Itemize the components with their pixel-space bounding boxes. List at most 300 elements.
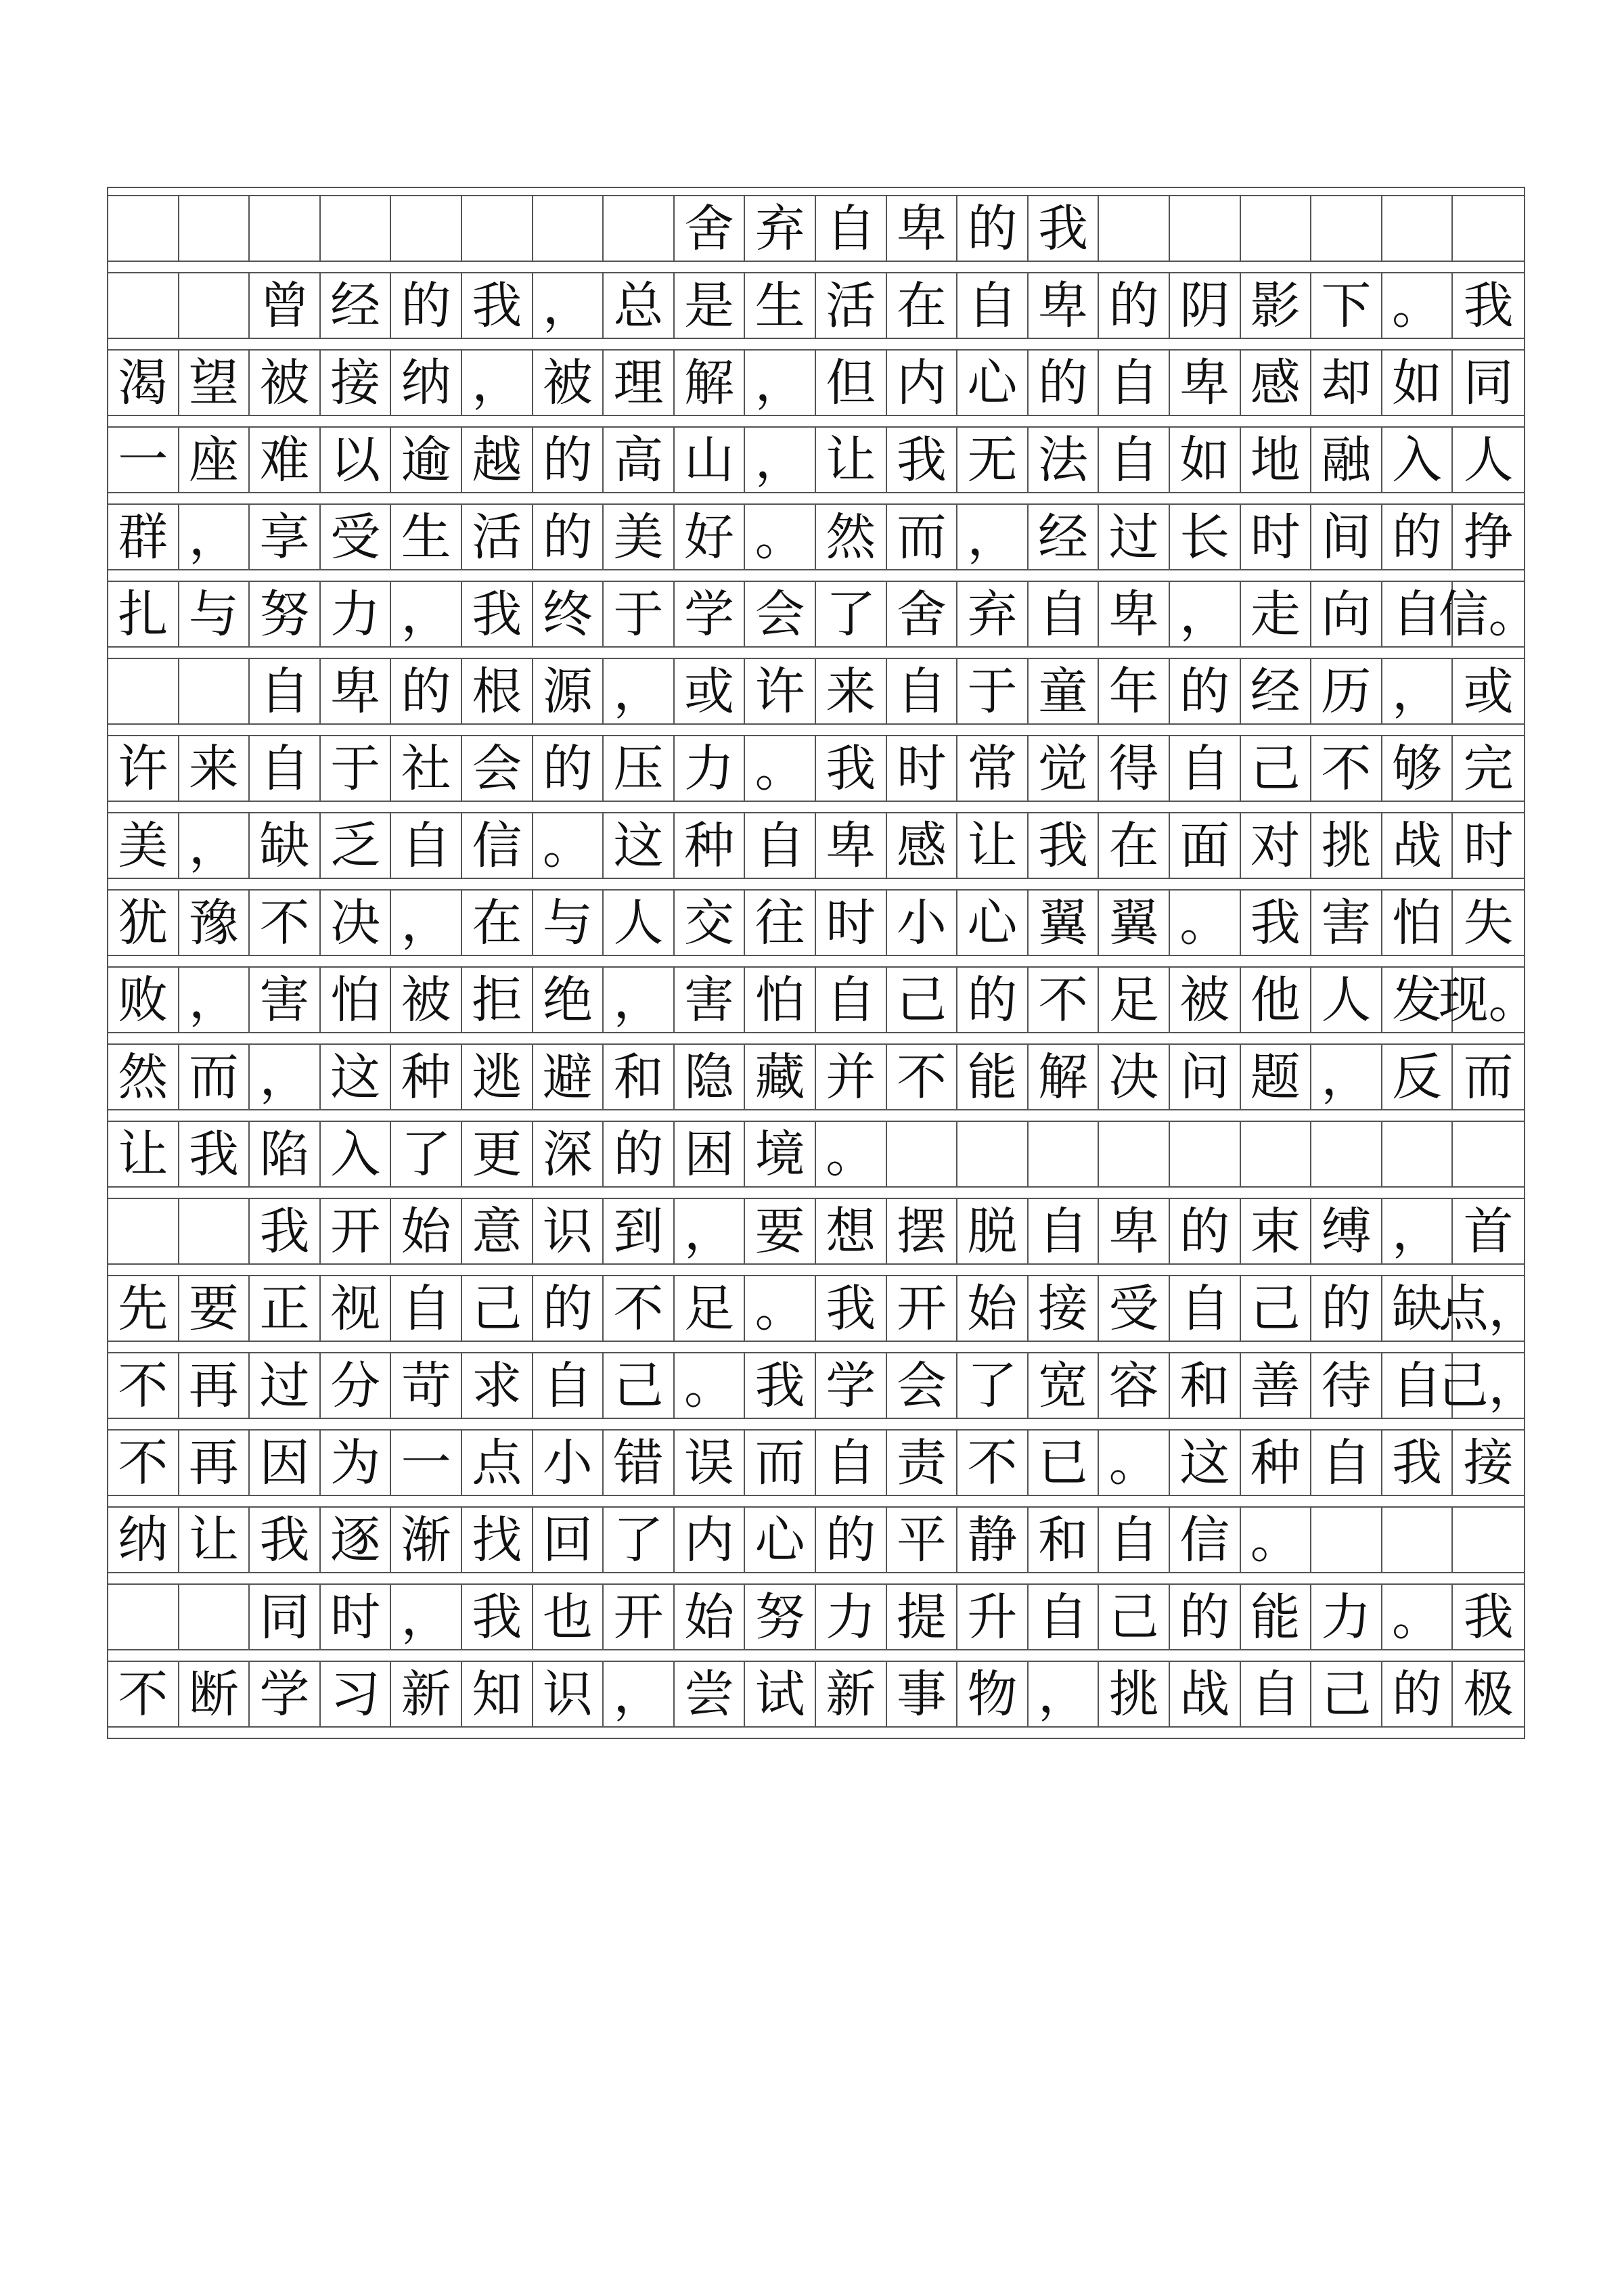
row-gap bbox=[107, 1728, 1525, 1739]
grid-cell: 自 bbox=[1170, 1276, 1241, 1341]
grid-cell: 自 bbox=[816, 1431, 887, 1495]
grid-cell: 己 bbox=[462, 1276, 533, 1341]
grid-cell: 足 bbox=[1099, 968, 1170, 1032]
grid-cell: 心 bbox=[745, 1508, 816, 1572]
grid-cell: 扎 bbox=[108, 582, 179, 646]
grid-cell: 的 bbox=[1170, 1199, 1241, 1263]
grid-cell bbox=[1099, 1122, 1170, 1186]
grid-cell: ， bbox=[179, 813, 250, 878]
grid-cell: 到 bbox=[604, 1199, 675, 1263]
grid-cell: 然 bbox=[816, 505, 887, 569]
grid-cell: 摆 bbox=[887, 1199, 958, 1263]
grid-cell: 自 bbox=[391, 813, 462, 878]
grid-cell: 逐 bbox=[321, 1508, 392, 1572]
grid-cell: 的 bbox=[957, 968, 1029, 1032]
grid-cell bbox=[1453, 1508, 1524, 1572]
grid-row bbox=[107, 968, 1539, 1033]
grid-cell: 我 bbox=[1029, 813, 1100, 878]
grid-cell: 解 bbox=[1029, 1045, 1100, 1109]
grid-cell: 怕 bbox=[1382, 891, 1453, 955]
grid-cell: 静 bbox=[957, 1508, 1029, 1572]
grid-cell: 和 bbox=[604, 1045, 675, 1109]
grid-cell bbox=[391, 196, 462, 261]
grid-cell: 更 bbox=[462, 1122, 533, 1186]
grid-cell bbox=[179, 273, 250, 338]
grid-cell: 他 bbox=[1241, 968, 1312, 1032]
grid-cell: 己 bbox=[1241, 736, 1312, 801]
grid-cell: 的 bbox=[391, 273, 462, 338]
grid-cell: 学 bbox=[675, 582, 746, 646]
grid-cell: 我 bbox=[816, 1276, 887, 1341]
grid-cell: 的 bbox=[604, 1122, 675, 1186]
grid-cell: 社 bbox=[391, 736, 462, 801]
grid-cell: 内 bbox=[675, 1508, 746, 1572]
grid-cell bbox=[1453, 1122, 1524, 1186]
grid-cell: 挣 bbox=[1463, 508, 1514, 566]
grid-cell bbox=[108, 273, 179, 338]
grid-cell: ， bbox=[604, 968, 675, 1032]
grid-cell: 理 bbox=[604, 351, 675, 415]
grid-cell: 学 bbox=[816, 1353, 887, 1418]
grid-cell: 信。 bbox=[1438, 585, 1539, 644]
grid-cell: 境 bbox=[745, 1122, 816, 1186]
grid-cell: 或 bbox=[675, 659, 746, 723]
grid-cell: 心 bbox=[957, 351, 1029, 415]
grid-row bbox=[107, 736, 1525, 802]
grid-cell: 但 bbox=[816, 351, 887, 415]
grid-cell: 我 bbox=[462, 273, 533, 338]
grid-cell: 。 bbox=[745, 1276, 816, 1341]
grid-cell: 自 bbox=[533, 1353, 604, 1418]
grid-cell: 舍 bbox=[887, 582, 958, 646]
grid-cell: 努 bbox=[745, 1585, 816, 1649]
grid-cell: 法 bbox=[1029, 428, 1100, 492]
grid-cell: 我 bbox=[462, 1585, 533, 1649]
grid-cell: 能 bbox=[1241, 1585, 1312, 1649]
grid-cell: 好 bbox=[675, 505, 746, 569]
grid-cell: 点 bbox=[462, 1431, 533, 1495]
grid-row bbox=[107, 351, 1525, 416]
grid-cell: 山 bbox=[675, 428, 746, 492]
grid-cell: 的 bbox=[957, 196, 1029, 261]
grid-cell: 缺 bbox=[250, 813, 321, 878]
grid-cell: 解 bbox=[675, 351, 746, 415]
row-gap bbox=[107, 493, 1525, 505]
grid-cell: 物 bbox=[957, 1662, 1029, 1726]
grid-cell: 己 bbox=[604, 1353, 675, 1418]
grid-cell: ， bbox=[1170, 582, 1241, 646]
grid-cell: 童 bbox=[1029, 659, 1100, 723]
grid-cell: 。 bbox=[816, 1122, 887, 1186]
grid-cell: 难 bbox=[250, 428, 321, 492]
grid-cell: 的 bbox=[1170, 659, 1241, 723]
grid-cell: 的 bbox=[533, 1276, 604, 1341]
grid-cell: 找 bbox=[462, 1508, 533, 1572]
grid-cell: ， bbox=[745, 428, 816, 492]
grid-cell: 想 bbox=[816, 1199, 887, 1263]
grid-cell: 深 bbox=[533, 1122, 604, 1186]
grid-cell: 时 bbox=[1463, 816, 1514, 875]
grid-cell: 新 bbox=[816, 1662, 887, 1726]
grid-cell: 误 bbox=[675, 1431, 746, 1495]
grid-cell: 这 bbox=[604, 813, 675, 878]
row-gap bbox=[107, 1650, 1525, 1662]
grid-cell: 座 bbox=[179, 428, 250, 492]
grid-cell: 卑 bbox=[816, 813, 887, 878]
grid-cell: 乏 bbox=[321, 813, 392, 878]
grid-cell: 的 bbox=[1029, 351, 1100, 415]
grid-cell: 开 bbox=[321, 1199, 392, 1263]
grid-cell: 自 bbox=[1099, 1508, 1170, 1572]
grid-cell bbox=[533, 196, 604, 261]
grid-cell: 以 bbox=[321, 428, 392, 492]
grid-cell: 始 bbox=[391, 1199, 462, 1263]
grid-rows bbox=[107, 196, 1539, 1739]
grid-cell: 下 bbox=[1311, 273, 1382, 338]
grid-cell: 的 bbox=[1382, 505, 1453, 569]
grid-cell: 隐 bbox=[675, 1045, 746, 1109]
grid-cell: 许 bbox=[745, 659, 816, 723]
grid-cell: 小 bbox=[533, 1431, 604, 1495]
grid-cell: 再 bbox=[179, 1353, 250, 1418]
grid-cell: 能 bbox=[957, 1045, 1029, 1109]
grid-cell: 如 bbox=[1382, 351, 1453, 415]
grid-cell: 或 bbox=[1463, 662, 1514, 721]
grid-cell: 的 bbox=[533, 428, 604, 492]
grid-cell: ， bbox=[462, 351, 533, 415]
grid-cell: 自 bbox=[1382, 582, 1453, 646]
grid-cell: 一 bbox=[391, 1431, 462, 1495]
grid-cell: 绝 bbox=[533, 968, 604, 1032]
grid-cell: ， bbox=[391, 582, 462, 646]
grid-row bbox=[107, 813, 1525, 879]
grid-cell: 和 bbox=[1170, 1353, 1241, 1418]
grid-cell: 过 bbox=[250, 1353, 321, 1418]
grid-cell: 努 bbox=[250, 582, 321, 646]
grid-row bbox=[107, 1585, 1525, 1650]
grid-cell: 识 bbox=[533, 1199, 604, 1263]
grid-cell: 够 bbox=[1382, 736, 1453, 801]
grid-cell: 时 bbox=[887, 736, 958, 801]
grid-cell: 地 bbox=[1241, 428, 1312, 492]
grid-cell: 自 bbox=[1382, 1353, 1453, 1418]
grid-cell: 因 bbox=[250, 1431, 321, 1495]
grid-cell: 再 bbox=[179, 1431, 250, 1495]
grid-cell: 的 bbox=[1311, 1276, 1382, 1341]
grid-cell: 不 bbox=[250, 891, 321, 955]
grid-cell: 种 bbox=[675, 813, 746, 878]
grid-cell: 己 bbox=[1241, 1276, 1312, 1341]
row-gap bbox=[107, 956, 1525, 968]
grid-cell: 我 bbox=[1029, 196, 1100, 261]
grid-cell: 得 bbox=[1099, 736, 1170, 801]
grid-cell: 于 bbox=[321, 736, 392, 801]
grid-cell: 为 bbox=[321, 1431, 392, 1495]
grid-cell: 害 bbox=[675, 968, 746, 1032]
grid-cell: 而 bbox=[179, 1045, 250, 1109]
grid-cell: 尝 bbox=[675, 1662, 746, 1726]
grid-cell: 被 bbox=[533, 351, 604, 415]
grid-cell: 弃 bbox=[745, 196, 816, 261]
grid-cell: 我 bbox=[887, 428, 958, 492]
grid-cell: 这 bbox=[1170, 1431, 1241, 1495]
grid-cell: 弃 bbox=[957, 582, 1029, 646]
grid-cell bbox=[1382, 1508, 1453, 1572]
grid-cell: 让 bbox=[816, 428, 887, 492]
grid-cell bbox=[887, 1122, 958, 1186]
grid-cell: 不 bbox=[887, 1045, 958, 1109]
grid-cell: 失 bbox=[1463, 893, 1514, 952]
row-gap bbox=[107, 1188, 1525, 1199]
grid-cell: 渐 bbox=[391, 1508, 462, 1572]
grid-cell bbox=[1453, 196, 1524, 261]
grid-cell: 自 bbox=[1311, 1431, 1382, 1495]
grid-cell: 种 bbox=[1241, 1431, 1312, 1495]
grid-cell: ， bbox=[391, 1585, 462, 1649]
grid-cell: ， bbox=[745, 351, 816, 415]
grid-cell: 不 bbox=[1311, 736, 1382, 801]
grid-cell: 束 bbox=[1241, 1199, 1312, 1263]
grid-cell: 来 bbox=[816, 659, 887, 723]
grid-cell: 我 bbox=[1463, 276, 1514, 335]
grid-cell: 回 bbox=[533, 1508, 604, 1572]
grid-cell: 先 bbox=[108, 1276, 179, 1341]
grid-cell bbox=[108, 1585, 179, 1649]
grid-row bbox=[107, 1662, 1525, 1728]
grid-cell: 不 bbox=[604, 1276, 675, 1341]
grid-cell: 终 bbox=[533, 582, 604, 646]
grid-cell: 面 bbox=[1170, 813, 1241, 878]
grid-cell: 怕 bbox=[321, 968, 392, 1032]
grid-cell: 而 bbox=[745, 1431, 816, 1495]
grid-cell: 对 bbox=[1241, 813, 1312, 878]
grid-cell: 自 bbox=[1029, 1585, 1100, 1649]
grid-cell: 卑 bbox=[1170, 351, 1241, 415]
grid-row bbox=[107, 505, 1525, 570]
grid-cell: 足 bbox=[675, 1276, 746, 1341]
grid-cell: 分 bbox=[321, 1353, 392, 1418]
grid-cell: 被 bbox=[1170, 968, 1241, 1032]
grid-cell: 觉 bbox=[1029, 736, 1100, 801]
grid-cell: 总 bbox=[604, 273, 675, 338]
grid-cell: 容 bbox=[1099, 1353, 1170, 1418]
row-gap bbox=[107, 1496, 1525, 1508]
grid-cell: 纳 bbox=[108, 1508, 179, 1572]
grid-cell: 压 bbox=[604, 736, 675, 801]
grid-cell: 翼 bbox=[1099, 891, 1170, 955]
grid-cell: 事 bbox=[887, 1662, 958, 1726]
grid-row bbox=[107, 582, 1539, 648]
grid-cell: 感 bbox=[887, 813, 958, 878]
grid-cell: 自 bbox=[745, 813, 816, 878]
grid-cell: ， bbox=[533, 273, 604, 338]
grid-cell: 始 bbox=[675, 1585, 746, 1649]
grid-cell bbox=[179, 1585, 250, 1649]
grid-cell: 让 bbox=[179, 1508, 250, 1572]
row-gap bbox=[107, 802, 1525, 813]
grid-cell: 经 bbox=[1241, 659, 1312, 723]
grid-cell: 责 bbox=[887, 1431, 958, 1495]
grid-cell: 阴 bbox=[1170, 273, 1241, 338]
grid-cell: ， bbox=[957, 505, 1029, 569]
grid-cell: 我 bbox=[816, 736, 887, 801]
grid-cell: 缺 bbox=[1382, 1276, 1453, 1341]
grid-cell: 入 bbox=[321, 1122, 392, 1186]
grid-cell: 自 bbox=[1029, 582, 1100, 646]
grid-cell: 。 bbox=[745, 505, 816, 569]
grid-cell: 接 bbox=[1029, 1276, 1100, 1341]
grid-cell: 的 bbox=[1099, 273, 1170, 338]
grid-cell: 我 bbox=[1463, 1588, 1514, 1646]
grid-cell: 与 bbox=[179, 582, 250, 646]
grid-cell: 卑 bbox=[1099, 582, 1170, 646]
grid-cell bbox=[1382, 196, 1453, 261]
grid-cell: 不 bbox=[108, 1353, 179, 1418]
grid-cell bbox=[1029, 1122, 1100, 1186]
grid-cell: 于 bbox=[604, 582, 675, 646]
grid-cell: 过 bbox=[1099, 505, 1170, 569]
grid-cell: 接 bbox=[321, 351, 392, 415]
grid-cell: 害 bbox=[250, 968, 321, 1032]
grid-cell: 影 bbox=[1241, 273, 1312, 338]
grid-cell: 向 bbox=[1311, 582, 1382, 646]
grid-cell: 小 bbox=[887, 891, 958, 955]
grid-cell: 信 bbox=[462, 813, 533, 878]
grid-cell: 自 bbox=[1170, 736, 1241, 801]
grid-cell: 常 bbox=[957, 736, 1029, 801]
grid-row bbox=[107, 1199, 1525, 1265]
grid-cell: 在 bbox=[462, 891, 533, 955]
grid-cell: 接 bbox=[1463, 1433, 1514, 1492]
grid-cell: 间 bbox=[1311, 505, 1382, 569]
grid-cell: 试 bbox=[745, 1662, 816, 1726]
grid-cell: 自 bbox=[1029, 1199, 1100, 1263]
grid-cell: 始 bbox=[957, 1276, 1029, 1341]
grid-cell: 了 bbox=[391, 1122, 462, 1186]
grid-cell: 活 bbox=[462, 505, 533, 569]
grid-cell bbox=[604, 196, 675, 261]
grid-cell: 。 bbox=[1170, 891, 1241, 955]
grid-cell: 发 bbox=[1382, 968, 1453, 1032]
grid-cell: 交 bbox=[675, 891, 746, 955]
grid-cell: 无 bbox=[957, 428, 1029, 492]
grid-cell: 自 bbox=[957, 273, 1029, 338]
grid-cell: 求 bbox=[462, 1353, 533, 1418]
grid-row bbox=[107, 273, 1525, 339]
grid-cell bbox=[1311, 1122, 1382, 1186]
grid-cell: 种 bbox=[391, 1045, 462, 1109]
grid-cell: 题 bbox=[1241, 1045, 1312, 1109]
grid-cell: 挑 bbox=[1099, 1662, 1170, 1726]
grid-cell: 决 bbox=[321, 891, 392, 955]
grid-cell: 望 bbox=[179, 351, 250, 415]
grid-cell: ， bbox=[604, 1662, 675, 1726]
grid-cell: 开 bbox=[887, 1276, 958, 1341]
grid-cell: 生 bbox=[745, 273, 816, 338]
grid-cell: 的 bbox=[1170, 1585, 1241, 1649]
grid-cell: 美 bbox=[108, 813, 179, 878]
grid-cell: 我 bbox=[250, 1508, 321, 1572]
grid-cell: 宽 bbox=[1029, 1353, 1100, 1418]
grid-cell: 卑 bbox=[1099, 1199, 1170, 1263]
grid-row bbox=[107, 659, 1525, 725]
grid-cell: 我 bbox=[179, 1122, 250, 1186]
row-gap bbox=[107, 1265, 1525, 1276]
grid-cell: 会 bbox=[462, 736, 533, 801]
grid-cell: 自 bbox=[816, 196, 887, 261]
grid-cell: 。 bbox=[745, 736, 816, 801]
grid-cell: 融 bbox=[1311, 428, 1382, 492]
grid-cell: 的 bbox=[816, 1508, 887, 1572]
grid-cell: 问 bbox=[1170, 1045, 1241, 1109]
row-gap bbox=[107, 416, 1525, 428]
grid-cell: 我 bbox=[745, 1353, 816, 1418]
grid-cell bbox=[179, 1199, 250, 1263]
grid-cell: 自 bbox=[1099, 351, 1170, 415]
grid-cell: 同 bbox=[1463, 353, 1514, 412]
grid-cell: 的 bbox=[1382, 1662, 1453, 1726]
grid-cell bbox=[179, 659, 250, 723]
grid-cell: 自 bbox=[816, 968, 887, 1032]
grid-cell: ， bbox=[604, 659, 675, 723]
grid-cell: 败 bbox=[108, 968, 179, 1032]
grid-cell: 自 bbox=[250, 736, 321, 801]
grid-cell: 于 bbox=[957, 659, 1029, 723]
grid-row bbox=[107, 1431, 1525, 1496]
grid-cell: 然 bbox=[108, 1045, 179, 1109]
grid-cell: 提 bbox=[887, 1585, 958, 1649]
grid-cell: 学 bbox=[250, 1662, 321, 1726]
grid-cell: 的 bbox=[533, 505, 604, 569]
grid-cell: 力 bbox=[1311, 1585, 1382, 1649]
grid-cell: 信 bbox=[1170, 1508, 1241, 1572]
grid-cell: 苛 bbox=[391, 1353, 462, 1418]
grid-cell: 会 bbox=[887, 1353, 958, 1418]
grid-cell: 力 bbox=[675, 736, 746, 801]
grid-cell: 。 bbox=[1382, 273, 1453, 338]
grid-cell: 与 bbox=[533, 891, 604, 955]
grid-cell: 感 bbox=[1241, 351, 1312, 415]
grid-cell: 卑 bbox=[1029, 273, 1100, 338]
grid-cell: 在 bbox=[1099, 813, 1170, 878]
grid-cell: 让 bbox=[957, 813, 1029, 878]
grid-cell: 点， bbox=[1438, 1279, 1539, 1338]
grid-cell: 源 bbox=[533, 659, 604, 723]
grid-cell: 我 bbox=[1241, 891, 1312, 955]
grid-cell: 逃 bbox=[462, 1045, 533, 1109]
grid-cell: 现。 bbox=[1438, 970, 1539, 1029]
grid-cell: ， bbox=[179, 505, 250, 569]
grid-cell: 自 bbox=[887, 659, 958, 723]
grid-cell: 了 bbox=[957, 1353, 1029, 1418]
grid-cell: ， bbox=[250, 1045, 321, 1109]
grid-cell: 一 bbox=[108, 428, 179, 492]
grid-cell: 人 bbox=[1463, 430, 1514, 489]
grid-cell bbox=[108, 659, 179, 723]
grid-cell: 意 bbox=[462, 1199, 533, 1263]
grid-cell: 犹 bbox=[108, 891, 179, 955]
row-gap bbox=[107, 339, 1525, 351]
grid-cell: 会 bbox=[745, 582, 816, 646]
grid-cell: 开 bbox=[604, 1585, 675, 1649]
grid-cell bbox=[1311, 1508, 1382, 1572]
grid-cell: 习 bbox=[321, 1662, 392, 1726]
grid-cell bbox=[462, 196, 533, 261]
grid-cell: 自 bbox=[250, 659, 321, 723]
grid-row bbox=[107, 891, 1525, 956]
grid-cell: 渴 bbox=[108, 351, 179, 415]
grid-cell: 我 bbox=[462, 582, 533, 646]
